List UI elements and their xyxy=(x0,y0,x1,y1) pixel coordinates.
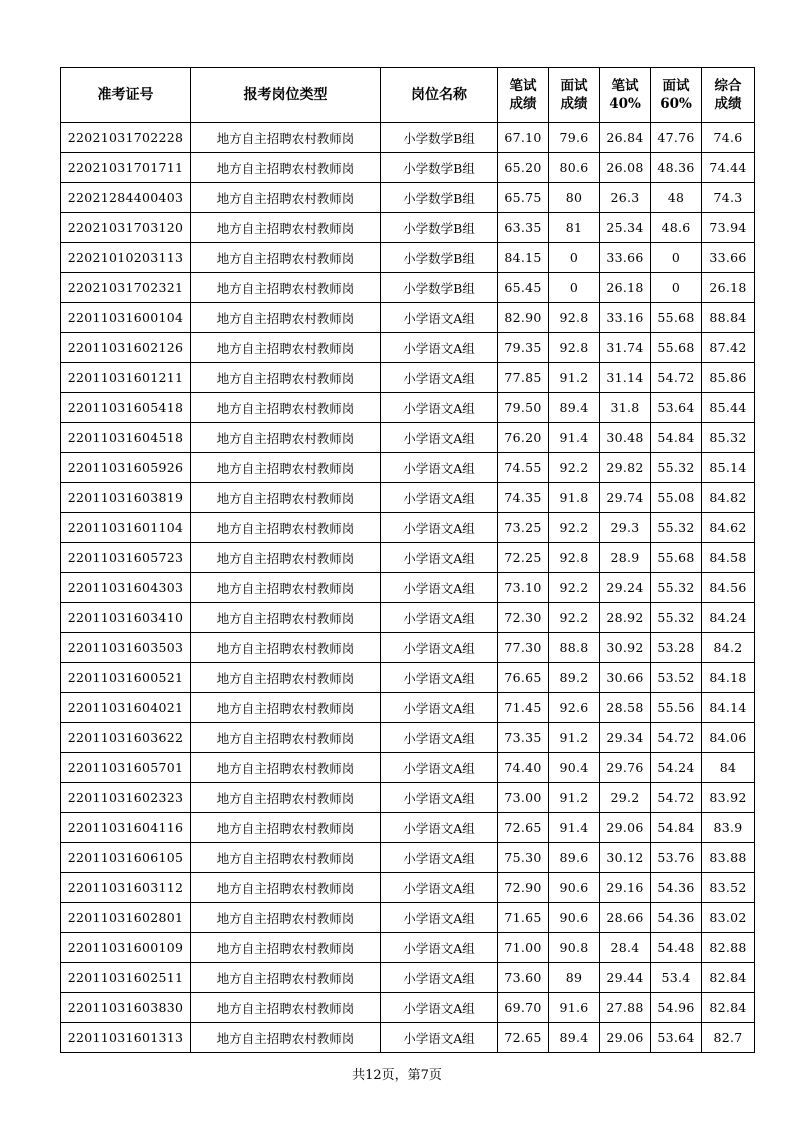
cell-interview-60: 53.52 xyxy=(651,663,702,693)
cell-interview-score: 0 xyxy=(549,243,600,273)
cell-exam-id: 22011031605723 xyxy=(61,543,191,573)
cell-written-score: 73.60 xyxy=(498,963,549,993)
cell-written-40: 33.16 xyxy=(600,303,651,333)
cell-interview-60: 55.32 xyxy=(651,453,702,483)
cell-total-score: 74.3 xyxy=(702,183,755,213)
cell-written-40: 27.88 xyxy=(600,993,651,1023)
cell-written-40: 30.12 xyxy=(600,843,651,873)
cell-total-score: 83.52 xyxy=(702,873,755,903)
table-row xyxy=(61,303,755,333)
cell-post-type: 地方自主招聘农村教师岗 xyxy=(191,603,381,633)
table-row xyxy=(61,843,755,873)
cell-interview-score: 90.4 xyxy=(549,753,600,783)
cell-post-type: 地方自主招聘农村教师岗 xyxy=(191,273,381,303)
cell-post-name: 小学数学B组 xyxy=(381,123,498,153)
cell-written-score: 77.30 xyxy=(498,633,549,663)
cell-written-40: 29.06 xyxy=(600,1023,651,1053)
cell-interview-score: 91.4 xyxy=(549,813,600,843)
cell-post-type: 地方自主招聘农村教师岗 xyxy=(191,333,381,363)
cell-post-type: 地方自主招聘农村教师岗 xyxy=(191,513,381,543)
cell-written-score: 72.25 xyxy=(498,543,549,573)
cell-total-score: 82.84 xyxy=(702,993,755,1023)
cell-post-type: 地方自主招聘农村教师岗 xyxy=(191,573,381,603)
cell-post-type: 地方自主招聘农村教师岗 xyxy=(191,843,381,873)
cell-total-score: 85.86 xyxy=(702,363,755,393)
cell-interview-60: 55.56 xyxy=(651,693,702,723)
cell-interview-60: 54.84 xyxy=(651,423,702,453)
cell-post-name: 小学语文A组 xyxy=(381,963,498,993)
cell-written-score: 65.20 xyxy=(498,153,549,183)
table-row xyxy=(61,573,755,603)
cell-interview-60: 54.72 xyxy=(651,783,702,813)
table-row xyxy=(61,963,755,993)
cell-written-40: 28.66 xyxy=(600,903,651,933)
cell-written-score: 79.50 xyxy=(498,393,549,423)
header-exam-id: 准考证号 xyxy=(61,68,191,123)
cell-written-score: 73.10 xyxy=(498,573,549,603)
cell-interview-score: 88.8 xyxy=(549,633,600,663)
table-row xyxy=(61,783,755,813)
cell-exam-id: 22011031601313 xyxy=(61,1023,191,1053)
cell-written-score: 71.00 xyxy=(498,933,549,963)
cell-written-40: 28.92 xyxy=(600,603,651,633)
cell-exam-id: 22011031605701 xyxy=(61,753,191,783)
cell-exam-id: 22011031601104 xyxy=(61,513,191,543)
header-interview-60: 面试 60% xyxy=(651,68,702,123)
cell-written-40: 28.4 xyxy=(600,933,651,963)
cell-interview-60: 55.08 xyxy=(651,483,702,513)
table-row xyxy=(61,873,755,903)
cell-written-40: 26.84 xyxy=(600,123,651,153)
cell-interview-60: 54.36 xyxy=(651,903,702,933)
cell-interview-score: 92.8 xyxy=(549,333,600,363)
cell-interview-score: 91.2 xyxy=(549,363,600,393)
cell-written-40: 26.3 xyxy=(600,183,651,213)
cell-post-type: 地方自主招聘农村教师岗 xyxy=(191,873,381,903)
cell-total-score: 82.84 xyxy=(702,963,755,993)
cell-post-type: 地方自主招聘农村教师岗 xyxy=(191,213,381,243)
cell-total-score: 84.58 xyxy=(702,543,755,573)
cell-interview-60: 48.6 xyxy=(651,213,702,243)
cell-interview-score: 92.2 xyxy=(549,603,600,633)
cell-post-type: 地方自主招聘农村教师岗 xyxy=(191,483,381,513)
cell-exam-id: 22011031604303 xyxy=(61,573,191,603)
cell-post-name: 小学数学B组 xyxy=(381,213,498,243)
cell-interview-60: 54.24 xyxy=(651,753,702,783)
cell-post-name: 小学语文A组 xyxy=(381,483,498,513)
table-row xyxy=(61,603,755,633)
cell-post-type: 地方自主招聘农村教师岗 xyxy=(191,393,381,423)
cell-interview-score: 91.6 xyxy=(549,993,600,1023)
cell-written-40: 29.24 xyxy=(600,573,651,603)
cell-total-score: 82.88 xyxy=(702,933,755,963)
cell-post-name: 小学语文A组 xyxy=(381,663,498,693)
cell-post-name: 小学语文A组 xyxy=(381,903,498,933)
cell-written-score: 73.00 xyxy=(498,783,549,813)
cell-post-type: 地方自主招聘农村教师岗 xyxy=(191,633,381,663)
cell-written-40: 29.76 xyxy=(600,753,651,783)
cell-exam-id: 22011031604021 xyxy=(61,693,191,723)
cell-post-name: 小学数学B组 xyxy=(381,183,498,213)
cell-post-type: 地方自主招聘农村教师岗 xyxy=(191,363,381,393)
cell-total-score: 87.42 xyxy=(702,333,755,363)
cell-interview-60: 54.48 xyxy=(651,933,702,963)
cell-interview-score: 91.8 xyxy=(549,483,600,513)
cell-written-score: 75.30 xyxy=(498,843,549,873)
cell-interview-score: 79.6 xyxy=(549,123,600,153)
cell-post-name: 小学语文A组 xyxy=(381,1023,498,1053)
cell-interview-60: 53.28 xyxy=(651,633,702,663)
cell-interview-score: 90.6 xyxy=(549,873,600,903)
table-row xyxy=(61,753,755,783)
cell-post-name: 小学语文A组 xyxy=(381,363,498,393)
header-total-score: 综合 成绩 xyxy=(702,68,755,123)
cell-written-40: 26.18 xyxy=(600,273,651,303)
table-row xyxy=(61,693,755,723)
cell-written-40: 30.66 xyxy=(600,663,651,693)
table-row xyxy=(61,213,755,243)
cell-exam-id: 22021010203113 xyxy=(61,243,191,273)
table-row xyxy=(61,393,755,423)
cell-exam-id: 22011031606105 xyxy=(61,843,191,873)
cell-total-score: 85.14 xyxy=(702,453,755,483)
cell-written-40: 28.9 xyxy=(600,543,651,573)
cell-interview-60: 54.72 xyxy=(651,723,702,753)
cell-post-name: 小学语文A组 xyxy=(381,813,498,843)
cell-exam-id: 22021031701711 xyxy=(61,153,191,183)
cell-written-score: 72.90 xyxy=(498,873,549,903)
cell-post-name: 小学语文A组 xyxy=(381,723,498,753)
cell-post-name: 小学数学B组 xyxy=(381,273,498,303)
cell-interview-60: 48.36 xyxy=(651,153,702,183)
cell-written-40: 29.74 xyxy=(600,483,651,513)
cell-total-score: 73.94 xyxy=(702,213,755,243)
cell-total-score: 84.82 xyxy=(702,483,755,513)
cell-exam-id: 22011031603830 xyxy=(61,993,191,1023)
cell-post-type: 地方自主招聘农村教师岗 xyxy=(191,423,381,453)
cell-exam-id: 22011031602323 xyxy=(61,783,191,813)
cell-total-score: 84.56 xyxy=(702,573,755,603)
score-table xyxy=(60,67,755,1053)
cell-interview-60: 55.32 xyxy=(651,573,702,603)
cell-interview-score: 92.8 xyxy=(549,303,600,333)
cell-written-score: 72.65 xyxy=(498,1023,549,1053)
cell-exam-id: 22011031605926 xyxy=(61,453,191,483)
cell-interview-60: 54.72 xyxy=(651,363,702,393)
cell-written-score: 71.45 xyxy=(498,693,549,723)
cell-total-score: 84.18 xyxy=(702,663,755,693)
table-row xyxy=(61,993,755,1023)
cell-written-score: 67.10 xyxy=(498,123,549,153)
cell-interview-score: 80.6 xyxy=(549,153,600,183)
cell-interview-60: 54.36 xyxy=(651,873,702,903)
cell-post-name: 小学语文A组 xyxy=(381,993,498,1023)
cell-written-score: 74.40 xyxy=(498,753,549,783)
cell-written-score: 77.85 xyxy=(498,363,549,393)
cell-post-type: 地方自主招聘农村教师岗 xyxy=(191,693,381,723)
cell-interview-60: 55.32 xyxy=(651,603,702,633)
cell-interview-score: 89.4 xyxy=(549,393,600,423)
cell-interview-60: 0 xyxy=(651,273,702,303)
table-row xyxy=(61,153,755,183)
cell-interview-score: 89.2 xyxy=(549,663,600,693)
table-row xyxy=(61,453,755,483)
cell-post-name: 小学数学B组 xyxy=(381,153,498,183)
cell-exam-id: 22011031605418 xyxy=(61,393,191,423)
table-row xyxy=(61,933,755,963)
cell-written-score: 76.20 xyxy=(498,423,549,453)
table-row xyxy=(61,183,755,213)
cell-exam-id: 22011031603819 xyxy=(61,483,191,513)
cell-post-type: 地方自主招聘农村教师岗 xyxy=(191,903,381,933)
cell-written-score: 65.45 xyxy=(498,273,549,303)
cell-total-score: 85.44 xyxy=(702,393,755,423)
cell-total-score: 83.9 xyxy=(702,813,755,843)
cell-total-score: 26.18 xyxy=(702,273,755,303)
cell-interview-score: 81 xyxy=(549,213,600,243)
cell-total-score: 74.6 xyxy=(702,123,755,153)
cell-post-name: 小学语文A组 xyxy=(381,933,498,963)
cell-total-score: 83.02 xyxy=(702,903,755,933)
cell-exam-id: 22011031603112 xyxy=(61,873,191,903)
cell-interview-60: 53.76 xyxy=(651,843,702,873)
cell-exam-id: 22011031604116 xyxy=(61,813,191,843)
cell-post-type: 地方自主招聘农村教师岗 xyxy=(191,183,381,213)
cell-written-40: 30.48 xyxy=(600,423,651,453)
table-row xyxy=(61,333,755,363)
cell-written-score: 72.30 xyxy=(498,603,549,633)
cell-total-score: 74.44 xyxy=(702,153,755,183)
cell-written-score: 73.25 xyxy=(498,513,549,543)
header-interview-score: 面试 成绩 xyxy=(549,68,600,123)
cell-post-type: 地方自主招聘农村教师岗 xyxy=(191,1023,381,1053)
cell-written-score: 76.65 xyxy=(498,663,549,693)
cell-interview-score: 91.2 xyxy=(549,723,600,753)
cell-written-40: 30.92 xyxy=(600,633,651,663)
cell-total-score: 82.7 xyxy=(702,1023,755,1053)
cell-exam-id: 22011031603503 xyxy=(61,633,191,663)
cell-interview-60: 53.4 xyxy=(651,963,702,993)
cell-post-type: 地方自主招聘农村教师岗 xyxy=(191,993,381,1023)
table-row xyxy=(61,663,755,693)
cell-written-40: 33.66 xyxy=(600,243,651,273)
table-row xyxy=(61,363,755,393)
cell-written-40: 29.3 xyxy=(600,513,651,543)
cell-written-40: 25.34 xyxy=(600,213,651,243)
cell-post-name: 小学语文A组 xyxy=(381,543,498,573)
table-row xyxy=(61,813,755,843)
cell-written-40: 29.06 xyxy=(600,813,651,843)
cell-post-type: 地方自主招聘农村教师岗 xyxy=(191,303,381,333)
cell-written-score: 65.75 xyxy=(498,183,549,213)
cell-post-type: 地方自主招聘农村教师岗 xyxy=(191,663,381,693)
table-row xyxy=(61,543,755,573)
cell-total-score: 33.66 xyxy=(702,243,755,273)
cell-written-40: 26.08 xyxy=(600,153,651,183)
cell-total-score: 85.32 xyxy=(702,423,755,453)
cell-post-name: 小学语文A组 xyxy=(381,783,498,813)
table-row xyxy=(61,633,755,663)
table-row xyxy=(61,123,755,153)
cell-post-name: 小学语文A组 xyxy=(381,333,498,363)
header-written-40: 笔试 40% xyxy=(600,68,651,123)
cell-written-score: 63.35 xyxy=(498,213,549,243)
cell-post-type: 地方自主招聘农村教师岗 xyxy=(191,243,381,273)
table-row xyxy=(61,483,755,513)
cell-written-40: 29.2 xyxy=(600,783,651,813)
cell-interview-score: 0 xyxy=(549,273,600,303)
cell-interview-score: 92.2 xyxy=(549,453,600,483)
cell-post-type: 地方自主招聘农村教师岗 xyxy=(191,783,381,813)
cell-interview-score: 92.6 xyxy=(549,693,600,723)
cell-interview-60: 54.96 xyxy=(651,993,702,1023)
cell-interview-60: 54.84 xyxy=(651,813,702,843)
cell-exam-id: 22021284400403 xyxy=(61,183,191,213)
cell-post-name: 小学语文A组 xyxy=(381,393,498,423)
cell-written-score: 69.70 xyxy=(498,993,549,1023)
cell-post-name: 小学语文A组 xyxy=(381,423,498,453)
cell-exam-id: 22021031702321 xyxy=(61,273,191,303)
cell-interview-60: 55.68 xyxy=(651,543,702,573)
cell-exam-id: 22011031600521 xyxy=(61,663,191,693)
header-post-name: 岗位名称 xyxy=(381,68,498,123)
cell-exam-id: 22011031600104 xyxy=(61,303,191,333)
cell-post-name: 小学数学B组 xyxy=(381,243,498,273)
cell-interview-score: 89.6 xyxy=(549,843,600,873)
cell-exam-id: 22011031602126 xyxy=(61,333,191,363)
cell-interview-score: 91.4 xyxy=(549,423,600,453)
cell-written-score: 79.35 xyxy=(498,333,549,363)
cell-interview-score: 91.2 xyxy=(549,783,600,813)
cell-interview-60: 55.68 xyxy=(651,303,702,333)
table-row xyxy=(61,1023,755,1053)
cell-exam-id: 22011031600109 xyxy=(61,933,191,963)
cell-interview-60: 0 xyxy=(651,243,702,273)
cell-total-score: 84.14 xyxy=(702,693,755,723)
header-written-score: 笔试 成绩 xyxy=(498,68,549,123)
cell-exam-id: 22021031702228 xyxy=(61,123,191,153)
cell-written-40: 29.82 xyxy=(600,453,651,483)
header-post-type: 报考岗位类型 xyxy=(191,68,381,123)
cell-written-40: 28.58 xyxy=(600,693,651,723)
cell-written-40: 29.16 xyxy=(600,873,651,903)
cell-interview-score: 90.8 xyxy=(549,933,600,963)
cell-post-type: 地方自主招聘农村教师岗 xyxy=(191,813,381,843)
table-row xyxy=(61,423,755,453)
cell-written-40: 31.74 xyxy=(600,333,651,363)
cell-interview-60: 55.32 xyxy=(651,513,702,543)
cell-post-type: 地方自主招聘农村教师岗 xyxy=(191,543,381,573)
cell-written-score: 74.35 xyxy=(498,483,549,513)
cell-written-40: 31.8 xyxy=(600,393,651,423)
cell-interview-score: 92.2 xyxy=(549,573,600,603)
cell-post-name: 小学语文A组 xyxy=(381,303,498,333)
table-header-row xyxy=(61,68,755,123)
cell-total-score: 88.84 xyxy=(702,303,755,333)
cell-post-name: 小学语文A组 xyxy=(381,573,498,603)
cell-interview-score: 92.2 xyxy=(549,513,600,543)
cell-interview-score: 89.4 xyxy=(549,1023,600,1053)
page-footer: 共12页，第7页 xyxy=(352,1068,442,1083)
cell-total-score: 84 xyxy=(702,753,755,783)
cell-written-score: 84.15 xyxy=(498,243,549,273)
cell-total-score: 83.88 xyxy=(702,843,755,873)
cell-written-40: 31.14 xyxy=(600,363,651,393)
cell-post-type: 地方自主招聘农村教师岗 xyxy=(191,453,381,483)
cell-interview-60: 53.64 xyxy=(651,393,702,423)
cell-total-score: 84.62 xyxy=(702,513,755,543)
table-row xyxy=(61,243,755,273)
table-row xyxy=(61,513,755,543)
cell-post-type: 地方自主招聘农村教师岗 xyxy=(191,753,381,783)
table-body xyxy=(61,123,755,1053)
cell-post-type: 地方自主招聘农村教师岗 xyxy=(191,153,381,183)
table-row xyxy=(61,903,755,933)
cell-exam-id: 22011031604518 xyxy=(61,423,191,453)
cell-total-score: 84.2 xyxy=(702,633,755,663)
cell-post-name: 小学语文A组 xyxy=(381,873,498,903)
cell-written-40: 29.44 xyxy=(600,963,651,993)
cell-post-name: 小学语文A组 xyxy=(381,843,498,873)
cell-exam-id: 22021031703120 xyxy=(61,213,191,243)
cell-total-score: 84.24 xyxy=(702,603,755,633)
cell-written-score: 72.65 xyxy=(498,813,549,843)
cell-post-type: 地方自主招聘农村教师岗 xyxy=(191,963,381,993)
cell-interview-60: 47.76 xyxy=(651,123,702,153)
cell-interview-score: 90.6 xyxy=(549,903,600,933)
cell-interview-score: 80 xyxy=(549,183,600,213)
cell-total-score: 84.06 xyxy=(702,723,755,753)
cell-written-score: 82.90 xyxy=(498,303,549,333)
cell-post-type: 地方自主招聘农村教师岗 xyxy=(191,123,381,153)
cell-post-name: 小学语文A组 xyxy=(381,453,498,483)
cell-exam-id: 22011031603410 xyxy=(61,603,191,633)
cell-post-name: 小学语文A组 xyxy=(381,633,498,663)
table-row xyxy=(61,723,755,753)
cell-written-40: 29.34 xyxy=(600,723,651,753)
cell-post-type: 地方自主招聘农村教师岗 xyxy=(191,933,381,963)
cell-exam-id: 22011031602511 xyxy=(61,963,191,993)
cell-exam-id: 22011031603622 xyxy=(61,723,191,753)
cell-exam-id: 22011031601211 xyxy=(61,363,191,393)
cell-interview-60: 48 xyxy=(651,183,702,213)
cell-exam-id: 22011031602801 xyxy=(61,903,191,933)
cell-written-score: 73.35 xyxy=(498,723,549,753)
cell-interview-60: 55.68 xyxy=(651,333,702,363)
cell-post-name: 小学语文A组 xyxy=(381,693,498,723)
cell-post-type: 地方自主招聘农村教师岗 xyxy=(191,723,381,753)
cell-interview-score: 89 xyxy=(549,963,600,993)
cell-interview-60: 53.64 xyxy=(651,1023,702,1053)
table-row xyxy=(61,273,755,303)
cell-written-score: 71.65 xyxy=(498,903,549,933)
cell-post-name: 小学语文A组 xyxy=(381,753,498,783)
cell-total-score: 83.92 xyxy=(702,783,755,813)
cell-post-name: 小学语文A组 xyxy=(381,603,498,633)
cell-post-name: 小学语文A组 xyxy=(381,513,498,543)
cell-interview-score: 92.8 xyxy=(549,543,600,573)
cell-written-score: 74.55 xyxy=(498,453,549,483)
